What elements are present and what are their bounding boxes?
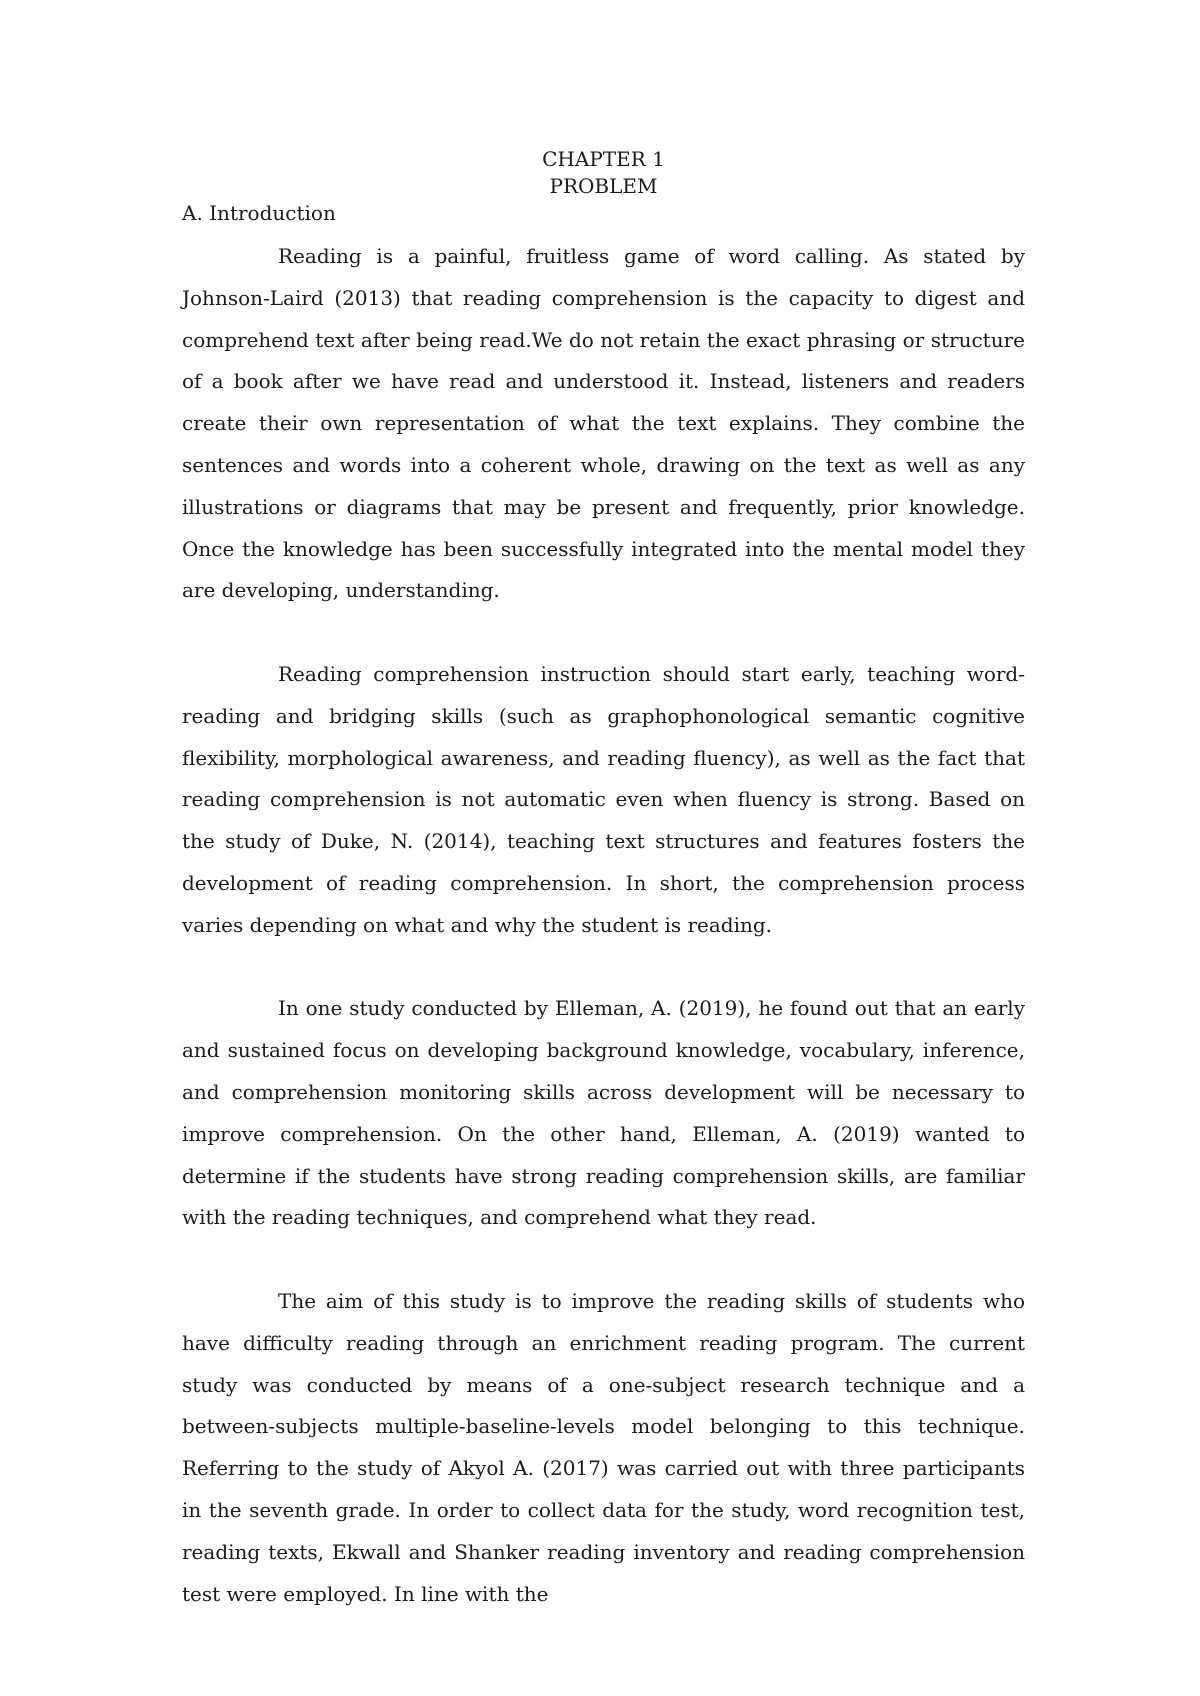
page-content bbox=[182, 146, 1025, 1615]
paragraph: Reading is a painful, fruitless game of word calling. As stated by Johnson-Laird (2013) that reading comprehension is the capacity to digest and comprehend text after being read.We do not retain the exact phrasing or structure of a book after we have read and understood it. Instead, listeners and readers create their own representation of what the text explains. They combine the sentences and words into a coherent whole, drawing on the text as well as any illustrations or diagrams that may be present and frequently, prior knowledge. Once the knowledge has been successfully integrated into the mental model they are developing, understanding. bbox=[182, 244, 1025, 603]
paragraph: Reading comprehension instruction should start early, teaching word-reading and bridging skills (such as graphophonological semantic cognitive flexibility, morphological awareness, and reading fluency), as well as the fact that reading comprehension is not automatic even when fluency is strong. Based on the study of Duke, N. (2014), teaching text structures and features fosters the development of reading comprehension. In short, the comprehension process varies depending on what and why the student is reading. bbox=[182, 661, 1025, 937]
section-heading: A. Introduction bbox=[182, 201, 336, 225]
paragraph: In one study conducted by Elleman, A. (2019), he found out that an early and sustained focus on developing background knowledge, vocabulary, inference, and comprehension monitoring skills across development will be necessary to improve comprehension. On the other hand, Elleman, A. (2019) wanted to determine if the students have strong reading comprehension skills, are familiar with the reading techniques, and comprehend what they read. bbox=[182, 996, 1025, 1230]
chapter-number: CHAPTER 1 bbox=[542, 147, 665, 171]
chapter-title: PROBLEM bbox=[549, 174, 658, 198]
paragraph: The aim of this study is to improve the reading skills of students who have difficulty reading through an enrichment reading program. The current study was conducted by means of a one-subject research technique and a between-subjects multiple-baseline-levels model belonging to this technique. Referring to the study of Akyol A. (2017) was carried out with three participants in the seventh grade. In order to collect data for the study, word recognition test, reading texts, Ekwall and Shanker reading inventory and reading comprehension test were employed. In line with the bbox=[182, 1288, 1025, 1606]
